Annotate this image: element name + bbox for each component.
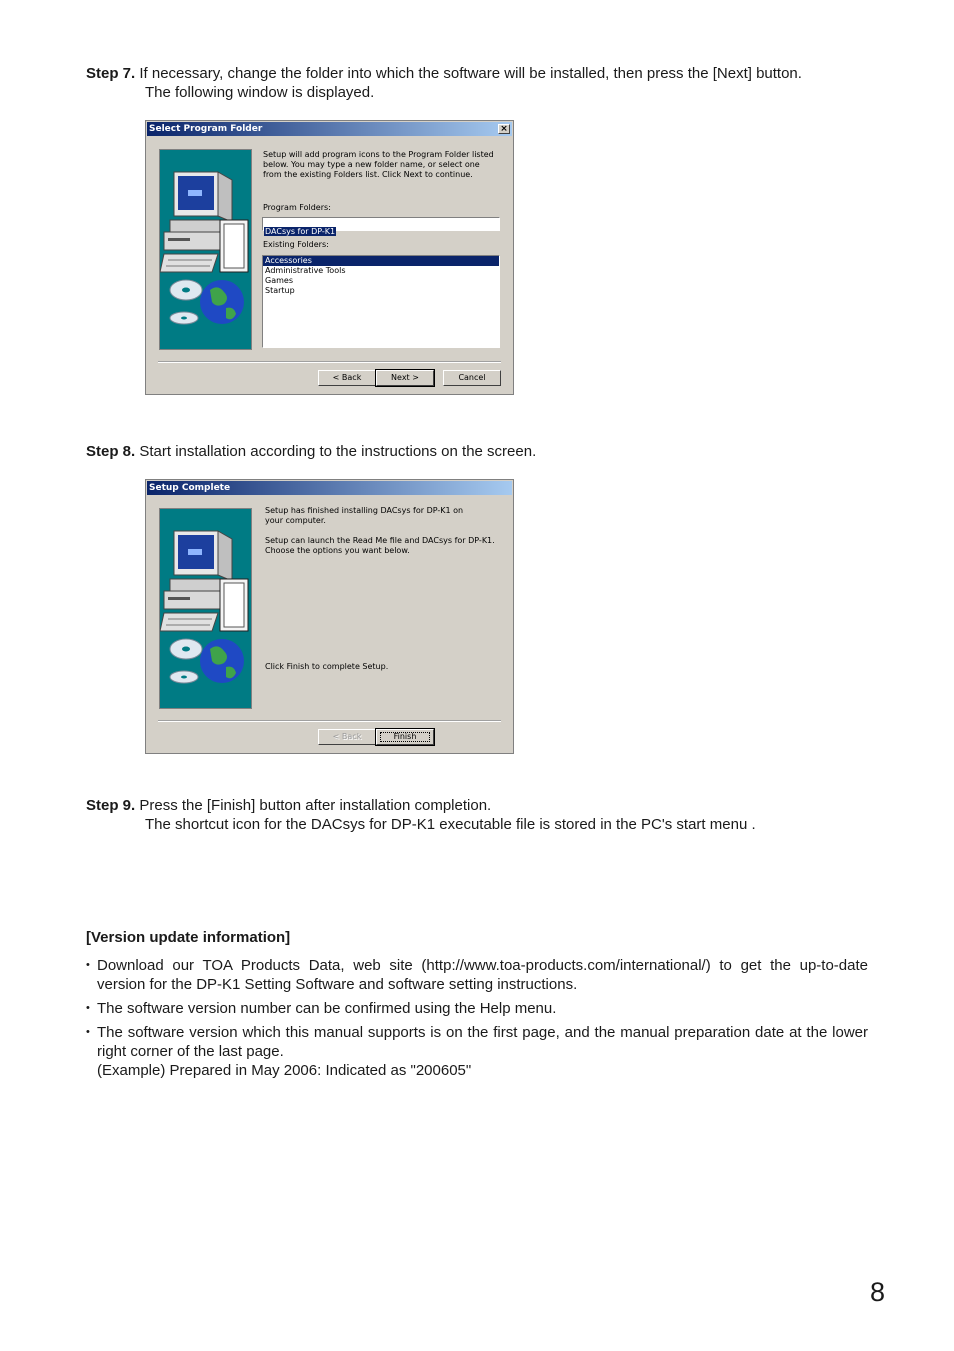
setup-computer-art bbox=[159, 149, 252, 350]
step9-text: Press the [Finish] button after installation completion. bbox=[139, 797, 492, 814]
step8-text: Start installation according to the instructions on the screen. bbox=[139, 443, 537, 460]
finish-button[interactable] bbox=[376, 729, 434, 745]
dialog2-para2: Setup can launch the Read Me file and DACsys for DP-K1. Choose the options you want below. bbox=[265, 536, 495, 555]
version-heading: [Version update information] bbox=[86, 929, 291, 946]
folder-item-games[interactable]: Games bbox=[265, 276, 293, 285]
existing-folders-list[interactable] bbox=[262, 255, 500, 348]
folder-item-accessories[interactable]: Accessories bbox=[263, 256, 499, 266]
finish-focus-rect bbox=[380, 732, 430, 742]
computer-globe-icon bbox=[160, 150, 251, 349]
existing-folders-label: Existing Folders: bbox=[263, 240, 329, 249]
dialog2-para1: Setup has finished installing DACsys for DP-K1 on your computer. bbox=[265, 506, 464, 525]
version-section bbox=[86, 928, 868, 1085]
dialog1-separator bbox=[158, 361, 501, 363]
folder-item-administrative-tools[interactable]: Administrative Tools bbox=[265, 266, 346, 275]
step7-line1 bbox=[86, 64, 886, 83]
step7-text: If necessary, change the folder into which the software will be installed, then press the [Next] button. bbox=[139, 65, 802, 82]
version-bullet-manual-date-text: The software version which this manual supports is on the first page, and the manual preparation date at the lower right corner of the last page. bbox=[97, 1024, 868, 1060]
step8-block bbox=[86, 442, 886, 461]
program-folder-input[interactable] bbox=[262, 217, 500, 236]
step9-block bbox=[86, 796, 886, 834]
setup-computer-art-2 bbox=[159, 508, 252, 709]
program-folder-value: DACsys for DP-K1 bbox=[265, 227, 336, 236]
program-folders-label: Program Folders: bbox=[263, 203, 331, 212]
dialog1-intro: Setup will add program icons to the Program Folder listed below. You may type a new folder name, or select one from the existing Folders list. Click Next to continue. bbox=[263, 150, 494, 179]
version-bullet-manual-date bbox=[86, 1023, 868, 1080]
version-bullets bbox=[86, 956, 868, 1080]
next-button[interactable]: Next > bbox=[376, 370, 434, 386]
step7-block bbox=[86, 64, 886, 102]
page-number: 8 bbox=[870, 1277, 886, 1307]
back-button-disabled[interactable]: < Back bbox=[318, 729, 376, 745]
setup-complete-dialog bbox=[145, 479, 514, 754]
folder-item-startup[interactable]: Startup bbox=[265, 286, 295, 295]
cancel-button[interactable]: Cancel bbox=[443, 370, 501, 386]
dialog2-para3: Click Finish to complete Setup. bbox=[265, 662, 389, 671]
finish-label: Finish bbox=[393, 732, 417, 741]
computer-globe-icon bbox=[160, 509, 251, 708]
step9-line1 bbox=[86, 796, 886, 815]
step7-line2: The following window is displayed. bbox=[145, 84, 375, 101]
step9-line2: The shortcut icon for the DACsys for DP-K1 executable file is stored in the PC's start menu . bbox=[145, 816, 756, 833]
version-example: (Example) Prepared in May 2006: Indicated as "200605" bbox=[97, 1062, 472, 1079]
dialog1-titlebar[interactable] bbox=[147, 122, 512, 136]
select-program-folder-dialog bbox=[145, 120, 514, 395]
close-icon[interactable]: × bbox=[498, 124, 510, 134]
dialog2-title: Setup Complete bbox=[149, 483, 231, 493]
step8-label: Step 8. bbox=[86, 443, 136, 460]
version-bullet-help-menu: • The software version number can be confirmed using the Help menu. bbox=[86, 999, 868, 1018]
dialog2-titlebar[interactable] bbox=[147, 481, 512, 495]
dialog2-separator bbox=[158, 720, 501, 722]
back-button[interactable]: < Back bbox=[318, 370, 376, 386]
version-bullet-download: • Download our TOA Products Data, web site (http://www.toa-products.com/international/) to get the up-to-date version for the DP-K1 Setting Software and software setting instructions. bbox=[86, 956, 868, 994]
step9-label: Step 9. bbox=[86, 797, 136, 814]
step7-label: Step 7. bbox=[86, 65, 136, 82]
dialog1-title: Select Program Folder bbox=[149, 124, 263, 134]
